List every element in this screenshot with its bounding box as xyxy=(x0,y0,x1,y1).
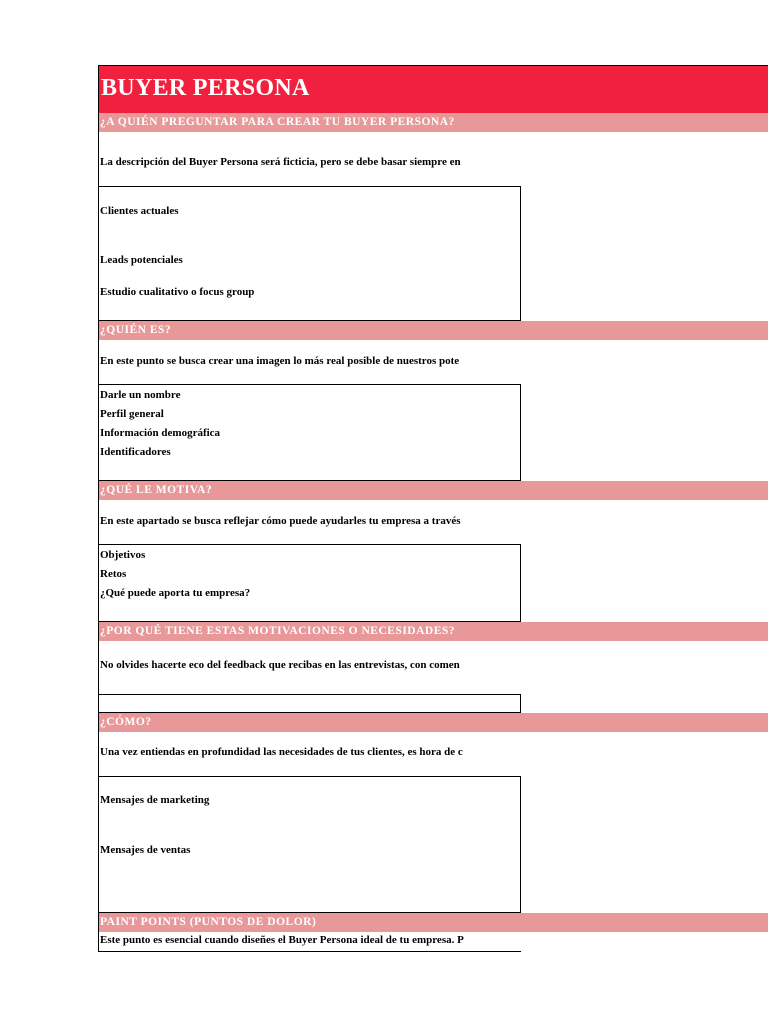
items-box-motivation xyxy=(98,544,521,622)
list-item: Leads potenciales xyxy=(100,254,183,266)
list-item: Identificadores xyxy=(100,446,171,458)
section-heading: ¿QUÉ LE MOTIVA? xyxy=(100,484,213,496)
section-header-motivation xyxy=(98,481,768,500)
section-header-why xyxy=(98,622,768,641)
section-header-who-to-ask xyxy=(98,113,768,132)
section-heading: ¿CÓMO? xyxy=(100,716,152,728)
items-box-how xyxy=(98,776,521,913)
section-header-how xyxy=(98,713,768,732)
title-bar xyxy=(98,65,768,113)
left-border xyxy=(98,65,99,952)
section-heading: ¿A QUIÉN PREGUNTAR PARA CREAR TU BUYER PERSONA? xyxy=(100,116,455,128)
list-item: Objetivos xyxy=(100,549,146,561)
list-item: Darle un nombre xyxy=(100,389,181,401)
section-description: En este punto se busca crear una imagen lo más real posible de nuestros pote xyxy=(100,355,460,367)
bottom-border xyxy=(98,951,521,952)
list-item: Mensajes de ventas xyxy=(100,844,191,856)
section-description: La descripción del Buyer Persona será ficticia, pero se debe basar siempre en xyxy=(100,156,461,168)
section-description: Una vez entiendas en profundidad las necesidades de tus clientes, es hora de c xyxy=(100,746,463,758)
list-item: Perfil general xyxy=(100,408,164,420)
section-heading: ¿POR QUÉ TIENE ESTAS MOTIVACIONES O NECESIDADES? xyxy=(100,625,456,637)
section-heading: PAINT POINTS (PUNTOS DE DOLOR) xyxy=(100,916,317,928)
section-description: En este apartado se busca reflejar cómo puede ayudarles tu empresa a través xyxy=(100,515,461,527)
section-description: Este punto es esencial cuando diseñes el Buyer Persona ideal de tu empresa. P xyxy=(100,934,464,946)
page-title: BUYER PERSONA xyxy=(101,75,310,101)
items-box-who-to-ask xyxy=(98,186,521,321)
section-heading: ¿QUIÉN ES? xyxy=(100,324,172,336)
items-box-why xyxy=(98,694,521,713)
list-item: Mensajes de marketing xyxy=(100,794,210,806)
list-item: Información demográfica xyxy=(100,427,221,439)
list-item: Estudio cualitativo o focus group xyxy=(100,286,255,298)
section-header-pain-points xyxy=(98,913,768,932)
list-item: ¿Qué puede aporta tu empresa? xyxy=(100,587,251,599)
section-description: No olvides hacerte eco del feedback que recibas en las entrevistas, con comen xyxy=(100,659,460,671)
section-header-who-is xyxy=(98,321,768,340)
items-box-who-is xyxy=(98,384,521,481)
list-item: Clientes actuales xyxy=(100,205,179,217)
list-item: Retos xyxy=(100,568,127,580)
